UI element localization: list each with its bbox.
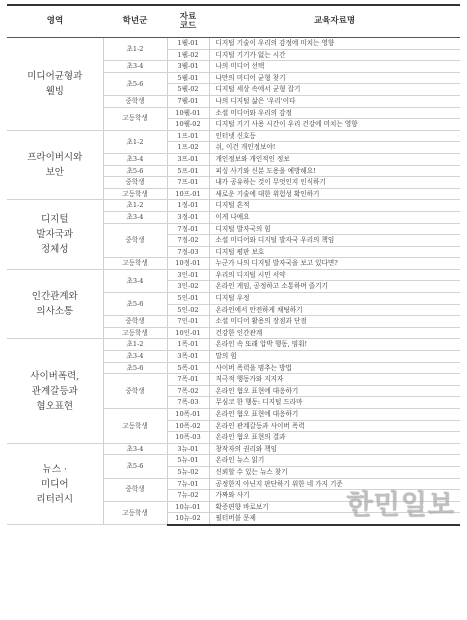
newspaper-watermark: 한민일보 [346, 489, 455, 521]
code-cell: 5인-01 [167, 293, 209, 305]
grade-cell: 초1-2 [103, 130, 167, 153]
title-cell: 이게 나예요 [209, 211, 460, 223]
code-cell: 1웰-02 [167, 49, 209, 61]
grade-cell: 중학생 [103, 478, 167, 501]
title-cell: 직극적 행동가와 지지자 [209, 374, 460, 386]
code-cell: 7프-01 [167, 177, 209, 189]
title-cell: 내가 공유하는 것이 무엇인지 인식하기 [209, 177, 460, 189]
grade-cell: 중학생 [103, 95, 167, 107]
grade-cell: 초3-4 [103, 443, 167, 455]
code-cell: 10폭-03 [167, 432, 209, 444]
code-cell: 7웰-01 [167, 95, 209, 107]
grade-cell: 초5-6 [103, 72, 167, 95]
code-cell: 7정-02 [167, 235, 209, 247]
title-cell: 디지털 우정 [209, 293, 460, 305]
code-cell: 5뉴-02 [167, 466, 209, 478]
title-cell: 무심코 한 행동: 디지털 드라마 [209, 397, 460, 409]
grade-cell: 초1-2 [103, 38, 167, 61]
grade-cell: 고등학생 [103, 258, 167, 270]
code-cell: 7뉴-01 [167, 478, 209, 490]
grade-cell: 중학생 [103, 223, 167, 258]
table-header-row [7, 5, 460, 38]
code-cell: 10웰-02 [167, 119, 209, 131]
title-cell: 온라인 뉴스 읽기 [209, 455, 460, 467]
grade-cell: 초3-4 [103, 269, 167, 292]
title-cell: 피싱 사기와 신분 도용을 예방해요! [209, 165, 460, 177]
area-cell: 뉴스 · 미디어 리터러시 [7, 443, 103, 525]
code-cell: 3웰-01 [167, 61, 209, 73]
grade-cell: 초3-4 [103, 61, 167, 73]
code-cell: 3정-01 [167, 211, 209, 223]
grade-cell: 중학생 [103, 316, 167, 328]
title-cell: 온라인 관계갈등과 사이버 폭력 [209, 420, 460, 432]
code-cell: 1프-02 [167, 142, 209, 154]
title-cell: 확증편향 바로보기 [209, 501, 460, 513]
grade-cell: 초5-6 [103, 165, 167, 177]
title-cell: 우리의 디지털 시민 서약 [209, 269, 460, 281]
table-row [7, 200, 460, 212]
title-cell: 말의 힘 [209, 351, 460, 363]
title-cell: 온라인 혐오 표현에 대응하기 [209, 385, 460, 397]
title-cell: 쉬, 이건 개인정보야! [209, 142, 460, 154]
code-cell: 3인-02 [167, 281, 209, 293]
table-row [7, 339, 460, 351]
area-cell: 인간관계와 의사소통 [7, 269, 103, 339]
code-cell: 7폭-01 [167, 374, 209, 386]
code-cell: 10폭-02 [167, 420, 209, 432]
title-cell: 디지털 발자국의 힘 [209, 223, 460, 235]
header-code: 자료 코드 [167, 5, 209, 38]
code-cell: 10프-01 [167, 188, 209, 200]
grade-cell: 초3-4 [103, 351, 167, 363]
area-cell: 미디어균형과 웰빙 [7, 38, 103, 131]
grade-cell: 중학생 [103, 177, 167, 189]
grade-cell: 고등학생 [103, 327, 167, 339]
title-cell: 필터버블 문제 [209, 513, 460, 525]
code-cell: 1폭-01 [167, 339, 209, 351]
title-cell: 나의 미디어 선택 [209, 61, 460, 73]
table-row [7, 38, 460, 50]
title-cell: 소셜 미디어 활용의 장점과 단점 [209, 316, 460, 328]
code-cell: 10폭-01 [167, 409, 209, 421]
table-body [7, 38, 460, 525]
area-cell: 프라이버시와 보안 [7, 130, 103, 200]
curriculum-table [7, 4, 460, 526]
code-cell: 1정-01 [167, 200, 209, 212]
grade-cell: 고등학생 [103, 188, 167, 200]
code-cell: 5웰-02 [167, 84, 209, 96]
code-cell: 10정-01 [167, 258, 209, 270]
grade-cell: 초5-6 [103, 455, 167, 478]
grade-cell: 고등학생 [103, 409, 167, 444]
title-cell: 디지털 흔적 [209, 200, 460, 212]
title-cell: 디지털 세상 속에서 균형 잡기 [209, 84, 460, 96]
code-cell: 5웰-01 [167, 72, 209, 84]
code-cell: 5폭-01 [167, 362, 209, 374]
title-cell: 온라인 혐오 표현에 대응하기 [209, 409, 460, 421]
title-cell: 디지털 기술이 우리의 감정에 미치는 영향 [209, 38, 460, 50]
code-cell: 1웰-01 [167, 38, 209, 50]
header-area: 영역 [7, 5, 103, 38]
table-row [7, 269, 460, 281]
title-cell: 온라인 혐오 표현의 결과 [209, 432, 460, 444]
area-cell: 사이버폭력, 관계갈등과 혐오표현 [7, 339, 103, 443]
code-cell: 10웰-01 [167, 107, 209, 119]
title-cell: 소셜 미디어와 디지털 발자국 우리의 책임 [209, 235, 460, 247]
code-cell: 1프-01 [167, 130, 209, 142]
table-row [7, 130, 460, 142]
title-cell: 나만의 미디어 균형 찾기 [209, 72, 460, 84]
grade-cell: 초1-2 [103, 339, 167, 351]
title-cell: 나의 디지털 삶은 '우리'이다 [209, 95, 460, 107]
title-cell: 소셜 미디어와 우리의 감정 [209, 107, 460, 119]
grade-cell: 고등학생 [103, 107, 167, 130]
grade-cell: 초1-2 [103, 200, 167, 212]
code-cell: 5프-01 [167, 165, 209, 177]
title-cell: 개인정보와 개인적인 정보 [209, 153, 460, 165]
title-cell: 신뢰할 수 있는 뉴스 찾기 [209, 466, 460, 478]
area-cell: 디지털 발자국과 정체성 [7, 200, 103, 270]
title-cell: 디지털 기기가 없는 시간 [209, 49, 460, 61]
code-cell: 3뉴-01 [167, 443, 209, 455]
title-cell: 인터넷 신호등 [209, 130, 460, 142]
title-cell: 디지털 기기 사용 시간이 우리 건강에 미치는 영향 [209, 119, 460, 131]
grade-cell: 초5-6 [103, 293, 167, 316]
title-cell: 온라인 게임, 공정하고 소통하며 즐기기 [209, 281, 460, 293]
title-cell: 새로운 기술에 대한 위험성 확인하기 [209, 188, 460, 200]
code-cell: 3인-01 [167, 269, 209, 281]
code-cell: 7폭-02 [167, 385, 209, 397]
title-cell: 사이버 폭력을 멈추는 방법 [209, 362, 460, 374]
document-page [7, 4, 460, 526]
header-grade: 학년군 [103, 5, 167, 38]
title-cell: 누군가 나의 디지털 발자국을 보고 있다면? [209, 258, 460, 270]
code-cell: 3프-01 [167, 153, 209, 165]
grade-cell: 중학생 [103, 374, 167, 409]
grade-cell: 초3-4 [103, 211, 167, 223]
code-cell: 7정-03 [167, 246, 209, 258]
title-cell: 디지털 평판 보호 [209, 246, 460, 258]
code-cell: 10뉴-02 [167, 513, 209, 525]
code-cell: 7인-01 [167, 316, 209, 328]
title-cell: 공정한지 아닌지 판단하기 위한 네 가지 기준 [209, 478, 460, 490]
grade-cell: 초5-6 [103, 362, 167, 374]
title-cell: 창작자의 권리와 책임 [209, 443, 460, 455]
title-cell: 가짜와 사기 [209, 490, 460, 502]
header-title: 교육자료명 [209, 5, 460, 38]
grade-cell: 고등학생 [103, 501, 167, 525]
code-cell: 5뉴-01 [167, 455, 209, 467]
title-cell: 건강한 인간관계 [209, 327, 460, 339]
code-cell: 5인-02 [167, 304, 209, 316]
code-cell: 10뉴-01 [167, 501, 209, 513]
grade-cell: 초3-4 [103, 153, 167, 165]
code-cell: 7정-01 [167, 223, 209, 235]
title-cell: 온라인 속 또래 압박 행동, 멈춰! [209, 339, 460, 351]
code-cell: 10인-01 [167, 327, 209, 339]
code-cell: 3폭-01 [167, 351, 209, 363]
table-row [7, 443, 460, 455]
code-cell: 7폭-03 [167, 397, 209, 409]
code-cell: 7뉴-02 [167, 490, 209, 502]
title-cell: 온라인에서 안전하게 채팅하기 [209, 304, 460, 316]
